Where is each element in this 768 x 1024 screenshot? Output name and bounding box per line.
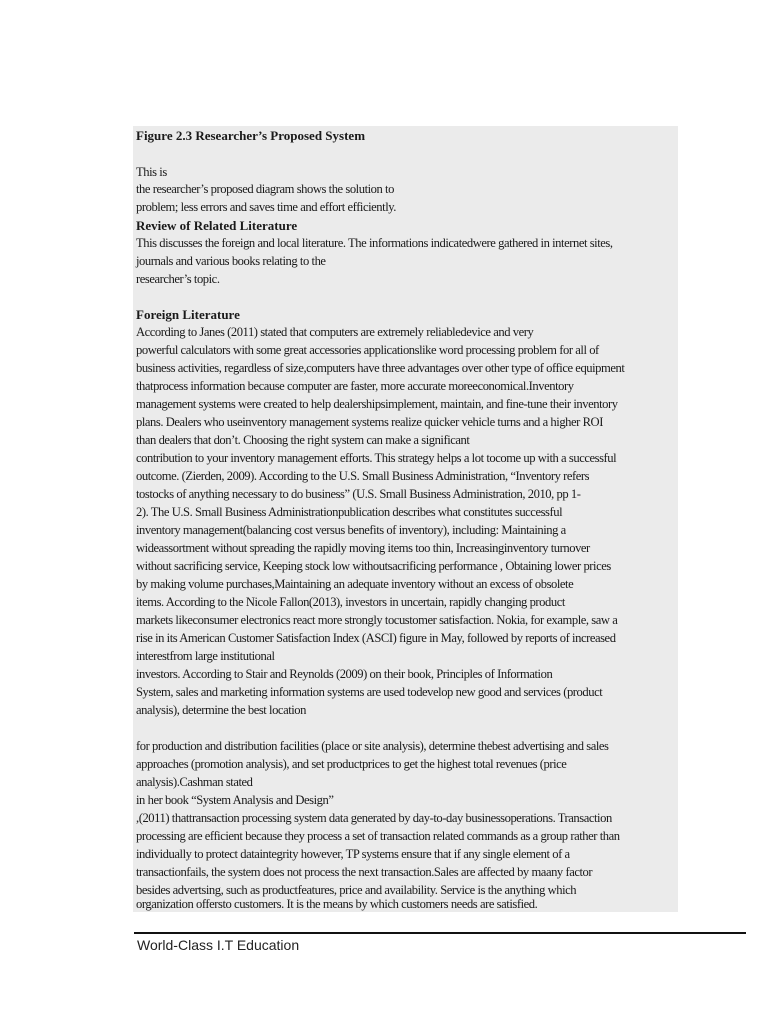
body-line: analysis), determine the best location	[136, 703, 306, 717]
figure-caption: Figure 2.3 Researcher’s Proposed System	[136, 128, 366, 143]
body-line: markets likeconsumer electronics react more strongly tocustomer satisfaction. Nokia, for example, saw a	[136, 613, 618, 627]
body-line: management systems were created to help dealershipsimplement, maintain, and fine-tune their inventory	[136, 397, 618, 411]
review-line-2: journals and various books relating to the	[136, 254, 326, 268]
body-line: individually to protect dataintegrity however, TP systems ensure that if any single element of a	[136, 847, 570, 861]
body-line: analysis).Cashman stated	[136, 775, 253, 789]
body-line: thatprocess information because computer are faster, more accurate moreeconomical.Inventory	[136, 379, 574, 393]
body-line: processing are efficient because they process a set of transaction related commands as a group rather than	[136, 829, 620, 843]
body-line: for production and distribution facilities (place or site analysis), determine thebest advertising and sales	[136, 739, 609, 753]
body-line: besides advertsing, such as productfeatures, price and availability. Service is the anything which	[136, 883, 577, 897]
body-line: interestfrom large institutional	[136, 649, 275, 663]
footer-text: World-Class I.T Education	[137, 937, 300, 953]
footer-divider	[134, 932, 746, 934]
intro-line-2: the researcher’s proposed diagram shows the solution to	[136, 182, 394, 196]
body-line: outcome. (Zierden, 2009). According to the U.S. Small Business Administration, “Inventory refers	[136, 469, 590, 483]
body-line: plans. Dealers who useinventory management systems realize quicker vehicle turns and a higher ROI	[136, 415, 603, 429]
review-line-3: researcher’s topic.	[136, 272, 220, 286]
body-line: tostocks of anything necessary to do business” (U.S. Small Business Administration, 2010, pp 1-	[136, 487, 581, 501]
body-line: than dealers that don’t. Choosing the right system can make a significant	[136, 433, 470, 447]
body-line: rise in its American Customer Satisfaction Index (ASCI) figure in May, followed by reports of increased	[136, 631, 616, 645]
body-line: transactionfails, the system does not process the next transaction.Sales are affected by maany factor	[136, 865, 593, 879]
body-line: ,(2011) thattransaction processing system data generated by day-to-day businessoperations. Transaction	[136, 811, 612, 825]
body-line: contribution to your inventory management efforts. This strategy helps a lot tocome up with a successful	[136, 451, 617, 465]
body-line: approaches (promotion analysis), and set productprices to get the highest total revenues (price	[136, 757, 567, 771]
body-line: in her book “System Analysis and Design”	[136, 793, 334, 807]
body-line: 2). The U.S. Small Business Administrationpublication describes what constitutes successful	[136, 505, 563, 519]
review-heading: Review of Related Literature	[136, 218, 298, 233]
body-line: inventory management(balancing cost versus benefits of inventory), including: Maintaining a	[136, 523, 566, 537]
intro-line-3: problem; less errors and saves time and effort efficiently.	[136, 200, 396, 214]
intro-line-1: This is	[136, 165, 167, 179]
body-line: items. According to the Nicole Fallon(2013), investors in uncertain, rapidly changing product	[136, 595, 565, 609]
body-line: According to Janes (2011) stated that computers are extremely reliabledevice and very	[136, 325, 534, 339]
body-line: organization offersto customers. It is the means by which customers needs are satisfied.	[136, 897, 538, 911]
body-line: business activities, regardless of size,computers have three advantages over other type of office equipment	[136, 361, 625, 375]
body-line: System, sales and marketing information systems are used todevelop new good and services (product	[136, 685, 603, 699]
body-line: wideassortment without spreading the rapidly moving items too thin, Increasinginventory turnover	[136, 541, 590, 555]
review-line-1: This discusses the foreign and local literature. The informations indicatedwere gathered in internet sites,	[136, 236, 613, 250]
body-line: investors. According to Stair and Reynolds (2009) on their book, Principles of Information	[136, 667, 553, 681]
body-line: by making volume purchases,Maintaining an adequate inventory without an excess of obsolete	[136, 577, 574, 591]
body-line: without sacrificing service, Keeping stock low withoutsacrificing performance , Obtaining lower prices	[136, 559, 611, 573]
foreign-literature-heading: Foreign Literature	[136, 307, 240, 322]
body-line: powerful calculators with some great accessories applicationslike word processing problem for all of	[136, 343, 599, 357]
